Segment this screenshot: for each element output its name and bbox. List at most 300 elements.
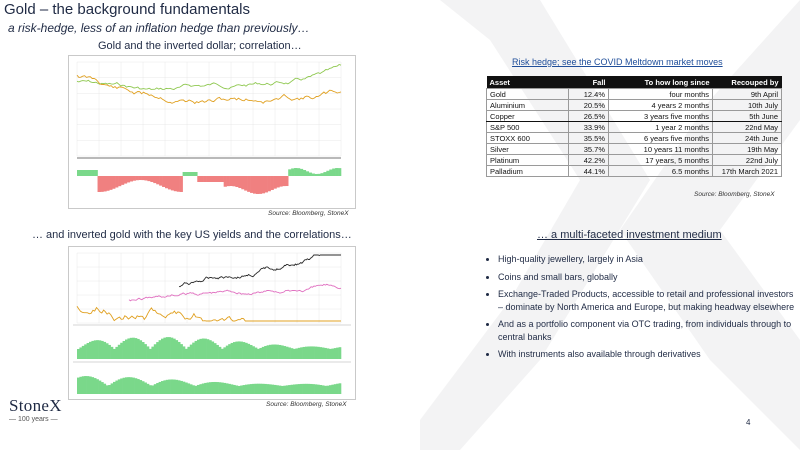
correlation-bar <box>241 176 244 189</box>
correlation-bar <box>203 176 206 182</box>
list-item: • High-quality jewellery, largely in Asia <box>498 253 798 266</box>
correlation-bar <box>159 176 162 186</box>
correlation-bar <box>230 176 233 186</box>
correlation-bar <box>262 347 265 359</box>
correlation-bar <box>320 173 323 176</box>
correlation-bar <box>168 176 171 189</box>
correlation-bar <box>84 376 87 394</box>
correlation-bar <box>178 342 181 359</box>
correlation-bar <box>231 384 234 394</box>
correlation-bar <box>338 168 341 176</box>
correlation-bar <box>265 176 268 192</box>
correlation-bar <box>279 386 282 394</box>
correlation-bar <box>118 379 121 394</box>
correlation-bar <box>238 386 241 394</box>
correlation-bar <box>271 176 274 190</box>
correlation-bar <box>298 348 301 359</box>
cell-how-long: 4 years 2 months <box>609 100 713 111</box>
correlation-bar <box>120 343 123 359</box>
correlation-bar <box>226 383 229 394</box>
correlation-bar <box>87 376 90 394</box>
cell-how-long: 1 year 2 months <box>609 122 713 133</box>
correlation-bar <box>89 376 92 394</box>
correlation-bar <box>101 382 104 394</box>
correlation-bar <box>288 169 291 176</box>
correlation-bar <box>185 383 188 394</box>
correlation-bar <box>303 170 306 176</box>
correlation-bar <box>323 172 326 176</box>
correlation-bar <box>245 385 248 394</box>
correlation-bar <box>86 170 89 176</box>
cell-recouped: 9th April <box>713 89 782 100</box>
correlation-bar <box>171 379 174 394</box>
correlation-bar <box>245 343 248 359</box>
table-header-row <box>487 76 782 89</box>
cell-asset: Aluminium <box>487 100 569 111</box>
correlation-bar <box>132 378 135 394</box>
correlation-bar <box>139 176 142 180</box>
cell-recouped: 5th June <box>713 111 782 122</box>
correlation-bar <box>329 349 332 359</box>
correlation-bar <box>216 382 219 394</box>
correlation-bar <box>162 176 165 187</box>
correlation-bar <box>247 176 250 192</box>
list-item: • Exchange-Traded Products, accessible to retail and professional investors – dominate by North America and Europe, but making headway elsewhere <box>498 288 798 313</box>
correlation-bar <box>177 176 180 192</box>
correlation-bar <box>250 345 253 359</box>
correlation-bar <box>305 347 308 359</box>
correlation-bar <box>183 172 186 176</box>
correlation-bar <box>135 338 138 359</box>
cell-asset: S&P 500 <box>487 122 569 133</box>
correlation-bar <box>252 346 255 359</box>
correlation-bar <box>207 382 210 394</box>
investment-medium-title: … a multi-faceted investment medium <box>537 229 722 241</box>
correlation-bar <box>166 337 169 359</box>
correlation-bar <box>253 176 256 194</box>
correlation-bar <box>130 176 133 181</box>
correlation-bar <box>92 170 95 176</box>
correlation-bar <box>98 176 101 192</box>
correlation-bar <box>298 384 301 394</box>
correlation-bar <box>329 385 332 394</box>
correlation-bar <box>291 168 294 176</box>
correlation-bar <box>221 349 224 359</box>
correlation-bar <box>171 338 174 359</box>
correlation-bar <box>187 383 190 394</box>
gold-dollar-chart-svg <box>69 56 355 208</box>
correlation-bar <box>303 347 306 359</box>
correlation-bar <box>79 377 82 394</box>
slide-title: Gold – the background fundamentals <box>4 1 250 18</box>
correlation-bar <box>180 176 183 192</box>
correlation-bar <box>180 381 183 394</box>
correlation-bar <box>142 176 145 180</box>
correlation-bar <box>332 169 335 176</box>
correlation-bar <box>156 176 159 184</box>
correlation-bar <box>307 346 310 359</box>
correlation-bar <box>281 345 284 359</box>
correlation-bar <box>335 168 338 176</box>
correlation-bar <box>161 381 164 394</box>
table-row <box>487 155 782 166</box>
correlation-bar <box>216 345 219 359</box>
correlation-bar <box>123 341 126 359</box>
correlation-bar <box>257 349 260 359</box>
correlation-bar <box>137 379 140 394</box>
correlation-bar <box>331 385 334 394</box>
correlation-bar <box>306 171 309 176</box>
correlation-bar <box>255 348 258 359</box>
correlation-bar <box>142 381 145 394</box>
correlation-bar <box>106 385 109 394</box>
correlation-bar <box>118 345 121 359</box>
correlation-bar <box>326 171 329 176</box>
correlation-bar <box>195 386 198 394</box>
correlation-bar <box>100 176 103 192</box>
table-source: Source: Bloomberg, StoneX <box>694 191 775 198</box>
correlation-bar <box>153 176 156 183</box>
correlation-bar <box>276 385 279 394</box>
risk-hedge-table <box>486 76 782 177</box>
correlation-bar <box>133 176 136 181</box>
correlation-bar <box>188 172 191 176</box>
cell-asset: Platinum <box>487 155 569 166</box>
correlation-bar <box>315 384 318 394</box>
correlation-bar <box>156 342 159 359</box>
correlation-bar <box>204 383 207 394</box>
correlation-bar <box>271 385 274 394</box>
correlation-bar <box>101 341 104 359</box>
correlation-bar <box>194 172 197 176</box>
correlation-bar <box>91 377 94 394</box>
correlation-bar <box>300 347 303 359</box>
correlation-bar <box>149 385 152 394</box>
correlation-bar <box>219 347 222 359</box>
cell-fall: 26.5% <box>569 111 609 122</box>
correlation-bar <box>132 338 135 359</box>
correlation-bar <box>154 344 157 359</box>
correlation-bar <box>108 385 111 394</box>
correlation-bar <box>89 342 92 359</box>
correlation-bar <box>262 176 265 193</box>
correlation-bar <box>310 346 313 359</box>
correlation-bar <box>297 168 300 176</box>
correlation-bar <box>113 349 116 359</box>
correlation-bar <box>123 378 126 394</box>
correlation-bar <box>233 342 236 359</box>
correlation-bar <box>226 346 229 359</box>
correlation-bar <box>95 170 98 176</box>
correlation-bar <box>312 384 315 394</box>
correlation-bar <box>300 169 303 176</box>
correlation-bar <box>279 345 282 359</box>
correlation-bar <box>227 176 230 186</box>
correlation-bar <box>127 338 130 359</box>
correlation-bar <box>209 340 212 359</box>
correlation-bar <box>233 385 236 394</box>
correlation-bar <box>240 342 243 359</box>
gold-dollar-chart <box>68 55 356 209</box>
correlation-bar <box>127 377 130 394</box>
correlation-bar <box>115 176 118 188</box>
correlation-bar <box>300 384 303 394</box>
gold-yields-chart-svg <box>69 247 355 399</box>
cell-fall: 12.4% <box>569 89 609 100</box>
correlation-bar <box>139 340 142 359</box>
correlation-bar <box>165 176 168 188</box>
correlation-bar <box>224 176 227 187</box>
correlation-bar <box>173 380 176 394</box>
correlation-bar <box>271 345 274 359</box>
correlation-bar <box>312 174 315 176</box>
correlation-bar <box>324 348 327 359</box>
correlation-bar <box>247 384 250 394</box>
cell-fall: 20.5% <box>569 100 609 111</box>
correlation-bar <box>197 340 200 359</box>
correlation-bar <box>200 176 203 182</box>
correlation-bar <box>218 176 221 182</box>
correlation-bar <box>228 344 231 359</box>
cell-how-long: 3 years five months <box>609 111 713 122</box>
correlation-bar <box>274 385 277 394</box>
correlation-bar <box>89 170 92 176</box>
correlation-bar <box>171 176 174 190</box>
page-number: 4 <box>746 418 751 427</box>
correlation-bar <box>82 376 85 394</box>
correlation-bar <box>79 347 82 359</box>
cell-how-long: 6.5 months <box>609 166 713 177</box>
correlation-bar <box>223 347 226 359</box>
correlation-bar <box>147 346 150 359</box>
correlation-bar <box>336 348 339 359</box>
correlation-bar <box>190 384 193 394</box>
correlation-bar <box>327 348 330 359</box>
correlation-bar <box>99 381 102 394</box>
correlation-bar <box>150 176 153 182</box>
correlation-bar <box>206 176 209 182</box>
correlation-bar <box>183 346 186 359</box>
correlation-bar <box>204 339 207 359</box>
stonex-watermark <box>420 0 800 450</box>
correlation-bar <box>147 384 150 394</box>
correlation-bar <box>125 377 128 394</box>
correlation-bar <box>264 346 267 359</box>
correlation-bar <box>94 340 97 359</box>
correlation-bar <box>318 174 321 176</box>
correlation-bar <box>121 176 124 185</box>
correlation-bar <box>191 172 194 176</box>
correlation-bar <box>255 384 258 394</box>
correlation-bar <box>115 381 118 394</box>
correlation-bar <box>235 342 238 359</box>
correlation-bar <box>113 382 116 394</box>
correlation-bar <box>309 173 312 176</box>
correlation-bar <box>269 345 272 359</box>
correlation-bar <box>137 339 140 359</box>
slide-subtitle: a risk-hedge, less of an inflation hedge than previously… <box>8 21 310 35</box>
correlation-bar <box>106 343 109 359</box>
gold-yields-chart <box>68 246 356 400</box>
correlation-bar <box>202 383 205 394</box>
correlation-bar <box>159 382 162 394</box>
cell-asset: Gold <box>487 89 569 100</box>
cell-recouped: 22nd July <box>713 155 782 166</box>
correlation-bar <box>207 339 210 359</box>
correlation-bar <box>257 384 260 394</box>
header-recouped: Recouped by <box>713 76 782 89</box>
correlation-bar <box>288 347 291 359</box>
cell-asset: Silver <box>487 144 569 155</box>
correlation-bar <box>339 383 342 394</box>
correlation-bar <box>103 176 106 191</box>
correlation-bar <box>252 384 255 394</box>
correlation-bar <box>238 176 241 188</box>
cell-fall: 35.7% <box>569 144 609 155</box>
chart2-title: … and inverted gold with the key US yields and the correlations… <box>32 229 352 241</box>
correlation-bar <box>135 378 138 394</box>
correlation-bar <box>103 384 106 394</box>
correlation-bar <box>307 384 310 394</box>
correlation-bar <box>259 384 262 394</box>
correlation-bar <box>82 346 85 359</box>
chart2-source: Source: Bloomberg, StoneX <box>266 401 347 408</box>
correlation-bar <box>166 380 169 394</box>
table-row <box>487 133 782 144</box>
correlation-bar <box>118 176 121 186</box>
correlation-bar <box>151 347 154 359</box>
correlation-bar <box>214 382 217 394</box>
correlation-bar <box>232 176 235 186</box>
correlation-bar <box>111 383 114 394</box>
correlation-bar <box>108 345 111 359</box>
correlation-bar <box>195 341 198 359</box>
correlation-bar <box>202 339 205 359</box>
stonex-logo: StoneX <box>9 396 62 415</box>
cell-how-long: 6 years five months <box>609 133 713 144</box>
cell-recouped: 22nd May <box>713 122 782 133</box>
correlation-bar <box>240 385 243 394</box>
correlation-bar <box>127 176 130 182</box>
correlation-bar <box>219 382 222 394</box>
correlation-bar <box>295 384 298 394</box>
correlation-bar <box>283 346 286 359</box>
correlation-bar <box>144 176 147 180</box>
correlation-bar <box>281 386 284 394</box>
correlation-bar <box>274 344 277 359</box>
correlation-bar <box>291 385 294 394</box>
correlation-bar <box>99 340 102 359</box>
correlation-bar <box>103 342 106 359</box>
correlation-bar <box>156 383 159 394</box>
correlation-bar <box>267 345 270 359</box>
chart1-source: Source: Bloomberg, StoneX <box>268 210 349 217</box>
correlation-bar <box>130 338 133 359</box>
correlation-bar <box>120 378 123 394</box>
cell-fall: 33.9% <box>569 122 609 133</box>
correlation-bar <box>293 384 296 394</box>
correlation-bar <box>247 344 250 359</box>
correlation-bar <box>259 176 262 194</box>
correlation-bar <box>317 385 320 394</box>
header-how-long: To how long since <box>609 76 713 89</box>
correlation-bar <box>293 349 296 359</box>
chart1-title: Gold and the inverted dollar; correlation… <box>98 40 302 52</box>
correlation-bar <box>144 344 147 359</box>
cell-recouped: 17th March 2021 <box>713 166 782 177</box>
correlation-bar <box>142 342 145 359</box>
correlation-bar <box>83 170 86 176</box>
list-item: • With instruments also available through derivatives <box>498 348 798 361</box>
correlation-bar <box>192 343 195 359</box>
correlation-bar <box>192 385 195 394</box>
cell-how-long: 10 years 11 months <box>609 144 713 155</box>
list-item: • And as a portfolio component via OTC trading, from individuals through to central banks <box>498 318 798 343</box>
cell-asset: STOXX 600 <box>487 133 569 144</box>
correlation-bar <box>154 384 157 394</box>
correlation-bar <box>175 380 178 394</box>
correlation-bar <box>279 176 282 187</box>
correlation-bar <box>187 347 190 359</box>
correlation-bar <box>322 348 325 359</box>
correlation-bar <box>161 339 164 359</box>
correlation-bar <box>336 384 339 394</box>
correlation-bar <box>96 340 99 359</box>
correlation-bar <box>77 378 80 394</box>
correlation-bar <box>250 176 253 193</box>
risk-hedge-title: Risk hedge; see the COVID Meltdown market moves <box>512 57 723 67</box>
correlation-bar <box>199 339 202 359</box>
correlation-bar <box>334 348 337 359</box>
correlation-bar <box>315 174 318 176</box>
correlation-bar <box>339 347 342 359</box>
cell-how-long: four months <box>609 89 713 100</box>
correlation-bar <box>136 176 139 180</box>
correlation-bar <box>319 347 322 359</box>
correlation-bar <box>317 347 320 359</box>
correlation-bar <box>173 339 176 359</box>
correlation-bar <box>80 170 83 176</box>
correlation-bar <box>276 176 279 187</box>
cell-recouped: 10th July <box>713 100 782 111</box>
correlation-bar <box>197 385 200 394</box>
correlation-bar <box>87 343 90 359</box>
correlation-bar <box>259 348 262 359</box>
correlation-bar <box>84 344 87 359</box>
correlation-bar <box>77 170 80 176</box>
cell-fall: 35.5% <box>569 133 609 144</box>
correlation-bar <box>163 380 166 394</box>
list-item: • Coins and small bars, globally <box>498 271 798 284</box>
correlation-bar <box>312 346 315 359</box>
correlation-bar <box>244 176 247 191</box>
cell-recouped: 19th May <box>713 144 782 155</box>
correlation-bar <box>303 384 306 394</box>
correlation-bar <box>178 380 181 394</box>
correlation-bar <box>183 382 186 394</box>
correlation-bar <box>211 382 214 394</box>
correlation-bar <box>77 349 80 359</box>
correlation-bar <box>327 386 330 394</box>
correlation-bar <box>106 176 109 191</box>
correlation-bar <box>215 176 218 182</box>
correlation-bar <box>324 386 327 394</box>
correlation-bar <box>209 176 212 182</box>
correlation-bar <box>144 383 147 394</box>
correlation-bar <box>305 384 308 394</box>
correlation-bar <box>286 385 289 394</box>
cell-fall: 44.1% <box>569 166 609 177</box>
